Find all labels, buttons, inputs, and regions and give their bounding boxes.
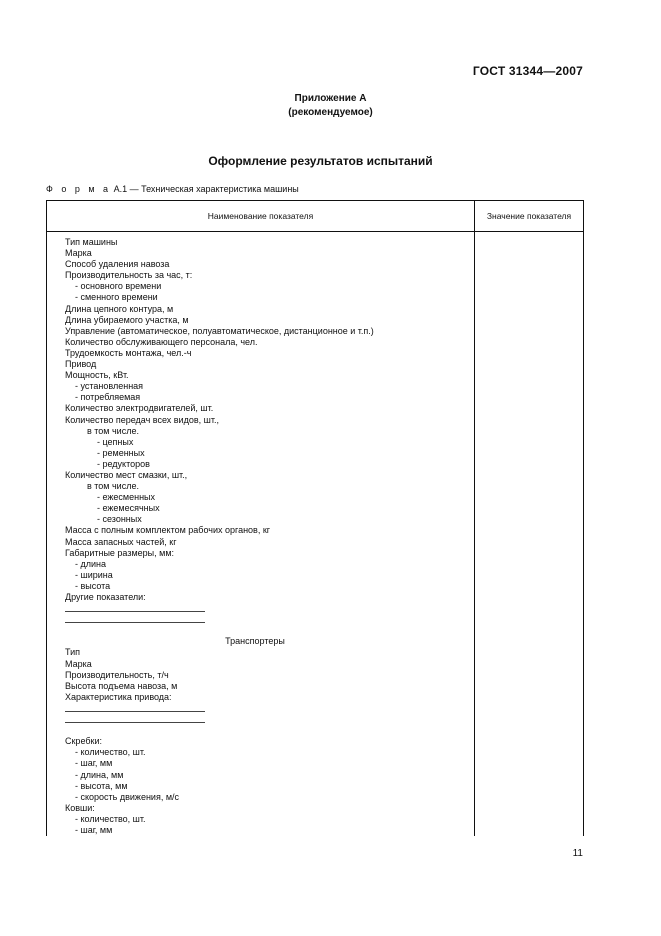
table-row: Мощность, кВт.: [65, 370, 129, 381]
table-row: Марка: [65, 658, 92, 669]
table-row: Способ удаления навоза: [65, 259, 170, 270]
table-row: - ежесменных: [97, 492, 156, 503]
blank-entry-line: [65, 703, 470, 714]
blank-entry-line: [65, 614, 470, 625]
table-row: Длина цепного контура, м: [65, 303, 174, 314]
table-row: в том числе.: [87, 425, 139, 436]
table-row: - количество, шт.: [75, 813, 146, 824]
page-number: 11: [572, 848, 583, 859]
table-row: Количество электродвигателей, шт.: [65, 403, 214, 414]
table-row: Скребки:: [65, 736, 102, 747]
spacer-row: [65, 725, 470, 736]
table-row: - потребляемая: [75, 392, 141, 403]
table-row: - основного времени: [75, 281, 162, 292]
table-rows: [65, 237, 470, 836]
table-row: - высота: [75, 580, 111, 591]
table-row: - редукторов: [97, 458, 150, 469]
table-row: в том числе.: [87, 481, 139, 492]
header-name-cell: Наименование показателя: [207, 211, 314, 221]
table-row: - шаг, мм: [75, 758, 113, 769]
appendix-subtitle: (рекомендуемое): [288, 107, 373, 118]
table-row: Длина убираемого участка, м: [65, 314, 189, 325]
table-row: - цепных: [97, 436, 134, 447]
header-value-cell: Значение показателя: [486, 211, 572, 221]
table-row: - высота, мм: [75, 780, 128, 791]
table-row: Другие показатели:: [65, 592, 146, 602]
characteristics-table: [46, 200, 584, 836]
column-divider: [474, 201, 475, 836]
table-row: - сменного времени: [75, 292, 158, 303]
table-row: Масса запасных частей, кг: [65, 536, 177, 547]
blank-entry-line: [65, 714, 470, 725]
table-row: Производительность за час, т:: [65, 270, 193, 281]
table-header: [47, 201, 583, 232]
table-row: - установленная: [75, 381, 144, 392]
blank-entry-line: [65, 603, 470, 614]
table-row: Тип: [65, 647, 81, 658]
section-title: Оформление результатов испытаний: [208, 154, 433, 168]
table-row: - длина, мм: [75, 769, 124, 780]
table-row: - сезонных: [97, 514, 142, 525]
table-row: - ежемесячных: [97, 503, 160, 514]
table-row: Характеристика привода:: [65, 691, 172, 702]
table-row: Производительность, т/ч: [65, 669, 169, 680]
table-row: Масса с полным комплектом рабочих органов, кг: [65, 525, 271, 536]
table-row: Привод: [65, 359, 97, 370]
table-row: - ременных: [97, 447, 145, 458]
table-row: - шаг, мм: [75, 824, 113, 835]
table-row: - длина: [75, 558, 107, 569]
table-row: Ковши:: [65, 802, 95, 813]
table-row: Высота подъема навоза, м: [65, 680, 178, 691]
table-row: Габаритные размеры, мм:: [65, 547, 175, 558]
form-caption: [46, 184, 299, 194]
table-row: - количество, шт.: [75, 747, 146, 758]
table-row: Количество передач всех видов, шт.,: [65, 414, 219, 425]
form-caption-prefix: Ф о р м а: [46, 184, 112, 194]
document-code: ГОСТ 31344—2007: [472, 64, 583, 78]
appendix-heading: [0, 92, 661, 120]
table-row: Количество мест смазки, шт.,: [65, 469, 188, 480]
table-row: - скорость движения, м/с: [75, 791, 180, 802]
table-row: Трудоемкость монтажа, чел.-ч: [65, 347, 192, 358]
form-caption-text: А.1 — Техническая характеристика машины: [113, 184, 299, 194]
spacer-row: [65, 625, 470, 636]
appendix-title: Приложение А: [294, 93, 367, 104]
table-row: Количество обслуживающего персонала, чел.: [65, 336, 258, 347]
table-subheading: Транспортеры: [225, 636, 285, 647]
table-row: Марка: [65, 248, 92, 259]
table-row: - ширина: [75, 569, 113, 580]
table-row: Управление (автоматическое, полуавтоматическое, дистанционное и т.п.): [65, 325, 374, 336]
table-row: Тип машины: [65, 237, 118, 247]
